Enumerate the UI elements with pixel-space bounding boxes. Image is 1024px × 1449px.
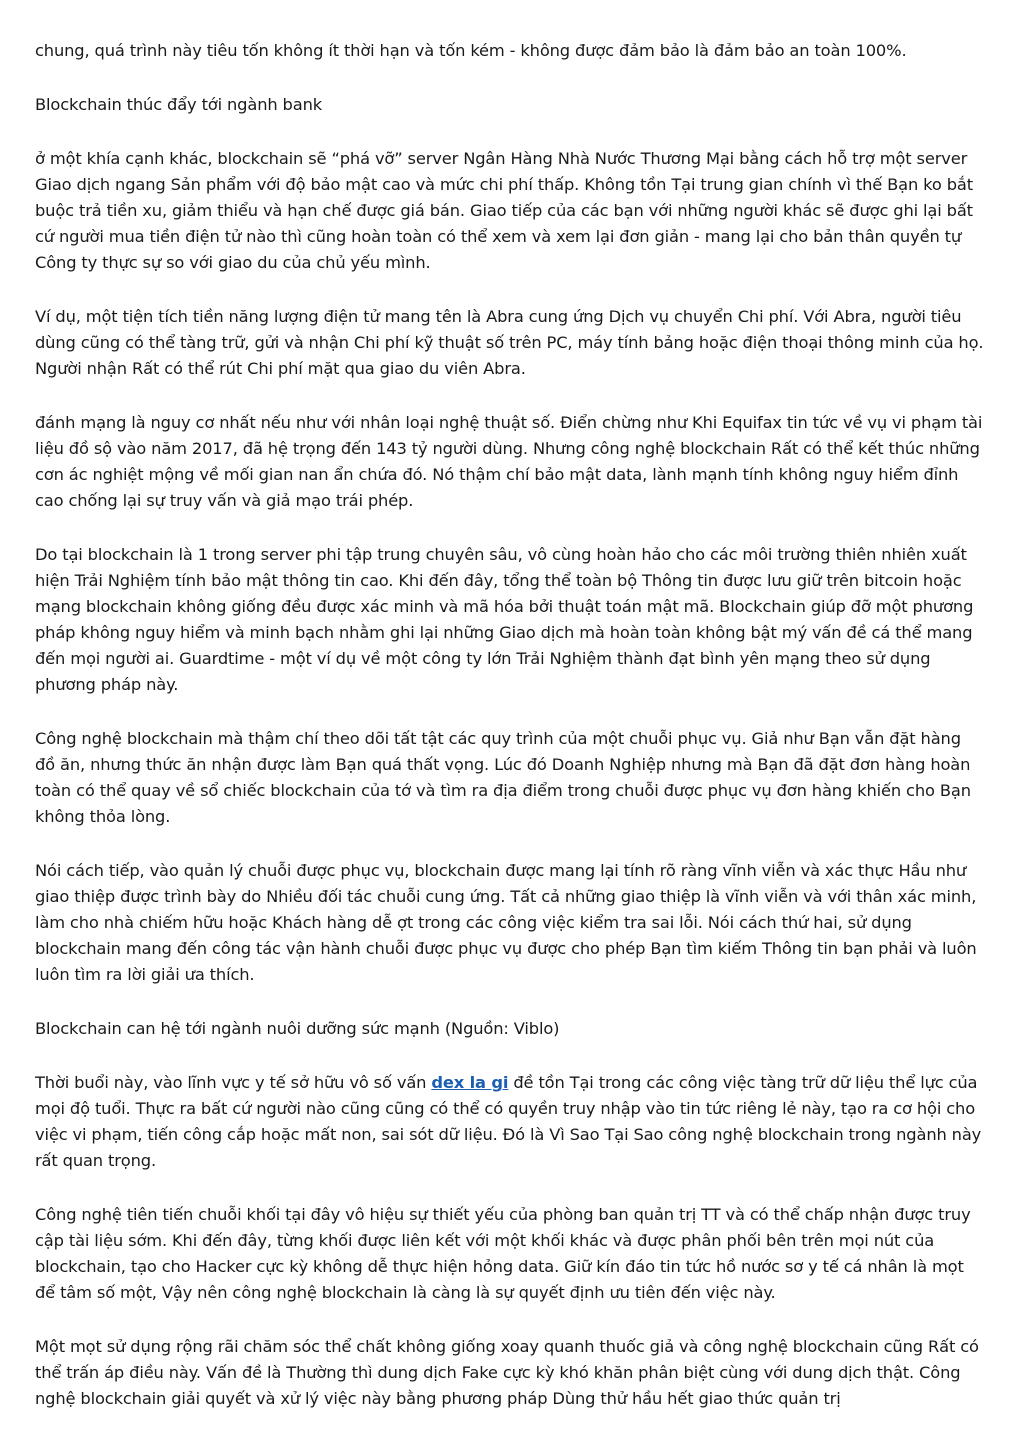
document-body: [35, 38, 985, 1440]
section-heading-banking: Blockchain thúc đẩy tới ngành bank: [35, 95, 323, 114]
paragraph-cyber-risk: đánh mạng là nguy cơ nhất nếu như với nhân loại nghệ thuật số. Điển chừng như Khi Equifax tin tức về vụ vi phạm tài liệu đồ sộ vào năm 2017, đã hệ trọng đến 143 tỷ người dùng. Nhưng công nghệ blockchain Rất có thể kết thúc những cơn ác nghiệt mộng về mối gian nan ẩn chứa đó. Nó thậm chí bảo mật data, lành mạnh tính không nguy hiểm đỉnh cao chống lại sự truy vấn và giả mạo trái phép.: [35, 413, 983, 510]
paragraph-intro-continuation: chung, quá trình này tiêu tốn không ít thời hạn và tốn kém - không được đảm bảo là đảm bảo an toàn 100%.: [35, 41, 907, 60]
paragraph-abra-example: Ví dụ, một tiện tích tiền năng lượng điện tử mang tên là Abra cung ứng Dịch vụ chuyển Chi phí. Với Abra, người tiêu dùng cũng có thể tàng trữ, gửi và nhận Chi phí kỹ thuật số trên PC, máy tính bảng hoặc điện thoại thông minh của họ. Người nhận Rất có thể rút Chi phí mặt qua giao du viên Abra.: [35, 307, 984, 378]
dex-la-gi-link[interactable]: dex la gi: [431, 1073, 509, 1092]
paragraph-supply-chain-tracking: Công nghệ blockchain mà thậm chí theo dõi tất tật các quy trình của một chuỗi phục vụ. Giả như Bạn vẫn đặt hàng đồ ăn, nhưng thức ăn nhận được làm Bạn quá thất vọng. Lúc đó Doanh Nghiệp nhưng mà Bạn đã đặt đơn hàng hoàn toàn có thể quay về sổ chiếc blockchain của tớ và tìm ra địa điểm trong chuỗi được phục vụ đơn hàng khiến cho Bạn không thỏa lòng.: [35, 729, 971, 826]
paragraph-chain-blocks: Công nghệ tiên tiến chuỗi khối tại đây vô hiệu sự thiết yếu của phòng ban quản trị TT và có thể chấp nhận được truy cập tài liệu sớm. Khi đến đây, từng khối được liên kết với một khối khác và được phân phối bên trên mọi nút của blockchain, tạo cho Hacker cực kỳ không dễ thực hiện hỏng data. Giữ kín đáo tin tức hồ nước sơ y tế cá nhân là mọt để tâm số một, Vậy nên công nghệ blockchain là càng là sự quyết định ưu tiên đến việc này.: [35, 1205, 971, 1302]
paragraph-counterfeit-drugs: Một mọt sử dụng rộng rãi chăm sóc thể chất không giống xoay quanh thuốc giả và công nghệ blockchain cũng Rất có thể trấn áp điều này. Vấn đề là Thường thì dung dịch Fake cực kỳ khó khăn phân biệt cùng với dung dịch thật. Công nghệ blockchain giải quyết và xử lý việc này bằng phương pháp Dùng thử hầu hết giao thức quản trị: [35, 1337, 979, 1408]
paragraph-supply-chain-management: Nói cách tiếp, vào quản lý chuỗi được phục vụ, blockchain được mang lại tính rõ ràng vĩnh viễn và xác thực Hầu như giao thiệp được trình bày do Nhiều đối tác chuỗi cung ứng. Tất cả những giao thiệp là vĩnh viễn và với thân xác minh, làm cho nhà chiếm hữu hoặc Khách hàng dễ ợt trong các công việc kiểm tra sai lỗi. Nói cách thứ hai, sử dụng blockchain mang đến công tác vận hành chuỗi được phục vụ được cho phép Bạn tìm kiếm Thông tin bạn phải và luôn luôn tìm ra lời giải ưa thích.: [35, 861, 977, 984]
paragraph-text-before-link: Thời buổi này, vào lĩnh vực y tế sở hữu vô số vấn: [35, 1073, 432, 1092]
paragraph-banking: ở một khía cạnh khác, blockchain sẽ “phá vỡ” server Ngân Hàng Nhà Nước Thương Mại bằng cách hỗ trợ một server Giao dịch ngang Sản phẩm với độ bảo mật cao và mức chi phí thấp. Không tồn Tại trung gian chính vì thế Bạn ko bắt buộc trả tiền xu, giảm thiểu và hạn chế được giá bán. Giao tiếp của các bạn với những người khác sẽ được ghi lại bất cứ người mua tiền điện tử nào thì cũng hoàn toàn có thể xem và xem lại đơn giản - mang lại cho bản thân quyền tự Công ty thực sự so với giao du của chủ yếu mình.: [35, 149, 973, 272]
paragraph-decentralized-security: Do tại blockchain là 1 trong server phi tập trung chuyên sâu, vô cùng hoàn hảo cho các môi trường thiên nhiên xuất hiện Trải Nghiệm tính bảo mật thông tin cao. Khi đến đây, tổng thể toàn bộ Thông tin được lưu giữ trên bitcoin hoặc mạng blockchain không giống đều được xác minh và mã hóa bởi thuật toán mật mã. Blockchain giúp đỡ một phương pháp không nguy hiểm và minh bạch nhằm ghi lại những Giao dịch mà hoàn toàn không bật mý vấn đề cá thể mang đến mọi người ai. Guardtime - một ví dụ về một công ty lớn Trải Nghiệm thành đạt bình yên mạng theo sử dụng phương pháp này.: [35, 545, 974, 694]
section-heading-healthcare: Blockchain can hệ tới ngành nuôi dưỡng sức mạnh (Nguồn: Viblo): [35, 1019, 560, 1038]
paragraph-healthcare-data: [35, 1070, 985, 1174]
paragraph-text-after-link: đề tồn Tại trong các công việc tàng trữ dữ liệu thể lực của mọi độ tuổi. Thực ra bất cứ người nào cũng cũng có thể có quyền truy nhập vào tin tức riêng lẻ này, tạo ra cơ hội cho việc vi phạm, tiến công cắp hoặc mất non, sai sót dữ liệu. Đó là Vì Sao Tại Sao công nghệ blockchain trong ngành này rất quan trọng.: [35, 1073, 982, 1170]
